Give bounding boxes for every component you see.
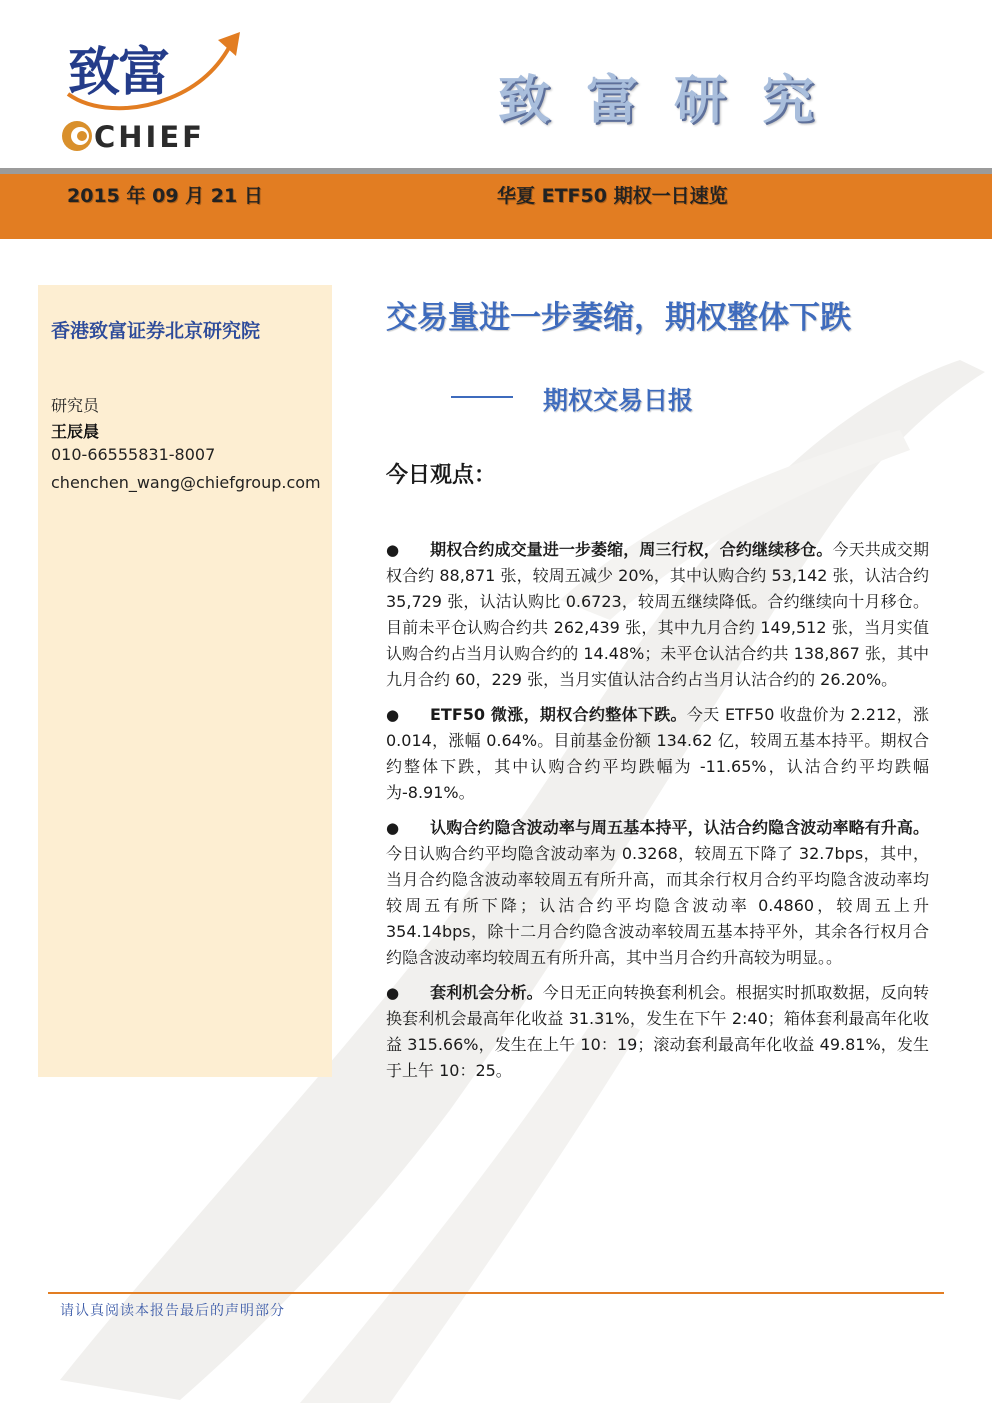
key-point [386, 980, 929, 1084]
key-point [386, 537, 929, 693]
key-point-lead: 认购合约隐含波动率与周五基本持平，认沽合约隐含波动率略有升高。 [430, 818, 929, 837]
key-point-lead: ETF50 微涨，期权合约整体下跌。 [430, 705, 687, 724]
key-point [386, 702, 929, 806]
report-main-title: 交易量进一步萎缩，期权整体下跌 [386, 300, 851, 336]
footer-disclaimer: 请认真阅读本报告最后的声明部分 [60, 1303, 285, 1319]
report-series-title: 华夏 ETF50 期权一日速览 [497, 185, 728, 207]
key-point-lead: 套利机会分析。 [430, 983, 543, 1002]
section-heading: 今日观点： [386, 462, 497, 488]
logo-chinese-text: 致富 [68, 42, 169, 103]
key-point-body: 今天共成交期权合约 88,871 张，较周五减少 20%，其中认购合约 53,142 张，认沽合约 35,729 张，认沽认购比 0.6723，较周五继续降低。合约继续向十月移仓。目前未平仓认购合约共 262,439 张，其中九月合约 149,512 张，当月实值认购合约占当月认购合约的 14.48%；未平仓认沽合约共 138,867 张，其中九月合约 60，229 张，当月实值认沽合约占当月认沽合约的 26.20%。 [386, 540, 929, 689]
key-point [386, 815, 929, 971]
analyst-sidebar [38, 285, 332, 1077]
subtitle-dash [451, 396, 513, 398]
key-points-list [386, 537, 929, 1093]
research-institute-name: 香港致富证券北京研究院 [51, 320, 261, 342]
bullet-dot-icon: ● [386, 541, 400, 559]
company-logo [60, 22, 250, 157]
bullet-dot-icon: ● [386, 706, 400, 724]
footer-divider [48, 1292, 944, 1294]
logo-swirl-icon [60, 119, 94, 153]
logo-english-text: CHIEF [94, 120, 205, 154]
bullet-dot-icon: ● [386, 984, 400, 1002]
key-point-body: 今日无正向转换套利机会。根据实时抓取数据，反向转换套利机会最高年化收益 31.31%，发生在下午 2:40；箱体套利最高年化收益 315.66%，发生在上午 10：19；滚动套利最高年化收益 49.81%，发生于上午 10：25。 [386, 983, 929, 1080]
analyst-role: 研究员 [51, 396, 100, 415]
analyst-phone: 010-66555831-8007 [51, 445, 216, 464]
key-point-body: 今天 ETF50 收盘价为 2.212，涨 0.014，涨幅 0.64%。目前基金份额 134.62 亿，较周五基本持平。期权合约整体下跌，其中认购合约平均跌幅为 -11.65%，认沽合约平均跌幅为-8.91%。 [386, 705, 929, 802]
key-point-body: 今日认购合约平均隐含波动率为 0.3268，较周五下降了 32.7bps，其中，当月合约隐含波动率较周五有所升高，而其余行权月合约平均隐含波动率均较周五有所下降；认沽合约平均隐含波动率 0.4860，较周五上升 354.14bps，除十二月合约隐含波动率较周五基本持平外，其余各行权月合约隐含波动率均较周五有所升高，其中当月合约升高较为明显。。 [386, 844, 929, 967]
analyst-email-link[interactable]: chenchen_wang@chiefgroup.com [51, 473, 321, 492]
header-bar-top-strip [0, 168, 992, 174]
report-subtitle: 期权交易日报 [543, 386, 694, 415]
key-point-lead: 期权合约成交量进一步萎缩，周三行权，合约继续移仓。 [430, 540, 833, 559]
analyst-name: 王辰晨 [51, 422, 100, 441]
report-date: 2015 年 09 月 21 日 [67, 185, 263, 207]
brand-title: 致富研究 [498, 70, 851, 131]
bullet-dot-icon: ● [386, 819, 400, 837]
